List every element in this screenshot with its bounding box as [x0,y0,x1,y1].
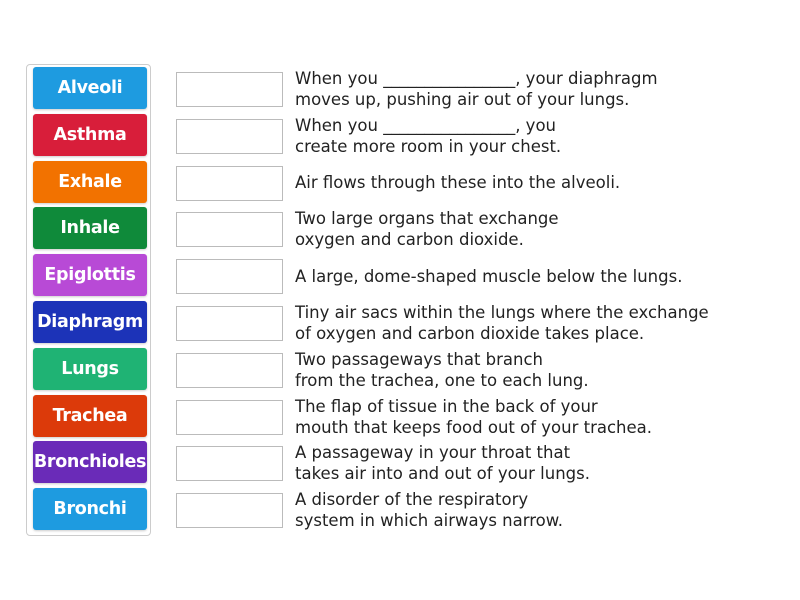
word-tile-exhale[interactable]: Exhale [33,161,147,203]
clue-text: The flap of tissue in the back of your mouth that keeps food out of your trachea. [295,396,653,437]
answer-drop-box[interactable] [176,72,283,107]
answer-drop-box[interactable] [176,306,283,341]
answer-drop-box[interactable] [176,212,283,247]
word-tile-epiglottis[interactable]: Epiglottis [33,254,147,296]
word-tile-lungs[interactable]: Lungs [33,348,147,390]
word-tile-asthma[interactable]: Asthma [33,114,147,156]
answer-drop-box[interactable] [176,259,283,294]
clue-text: A disorder of the respiratory system in which airways narrow. [295,490,563,531]
answer-drop-box[interactable] [176,400,283,435]
clue-text: Two passageways that branch from the trachea, one to each lung. [295,349,589,390]
answer-drop-box[interactable] [176,493,283,528]
clue-text: A large, dome-shaped muscle below the lungs. [295,266,683,286]
clue-text: When you ________________, you create more room in your chest. [295,115,562,156]
answer-drop-box[interactable] [176,446,283,481]
answer-drop-box[interactable] [176,353,283,388]
word-tile-bronchioles[interactable]: Bronchioles [33,441,147,483]
answer-drop-box[interactable] [176,119,283,154]
clue-text: Air flows through these into the alveoli. [295,173,621,193]
word-tile-inhale[interactable]: Inhale [33,207,147,249]
word-tile-diaphragm[interactable]: Diaphragm [33,301,147,343]
clue-text: When you ________________, your diaphragm moves up, pushing air out of your lungs. [295,69,658,109]
word-tile-alveoli[interactable]: Alveoli [33,67,147,109]
word-tile-trachea[interactable]: Trachea [33,395,147,437]
clue-text: A passageway in your throat that takes air into and out of your lungs. [295,443,590,484]
answer-drop-box[interactable] [176,166,283,201]
clue-text: Tiny air sacs within the lungs where the exchange of oxygen and carbon dioxide takes place. [295,303,709,343]
clue-text: Two large organs that exchange oxygen and carbon dioxide. [295,209,559,250]
word-tile-bronchi[interactable]: Bronchi [33,488,147,530]
